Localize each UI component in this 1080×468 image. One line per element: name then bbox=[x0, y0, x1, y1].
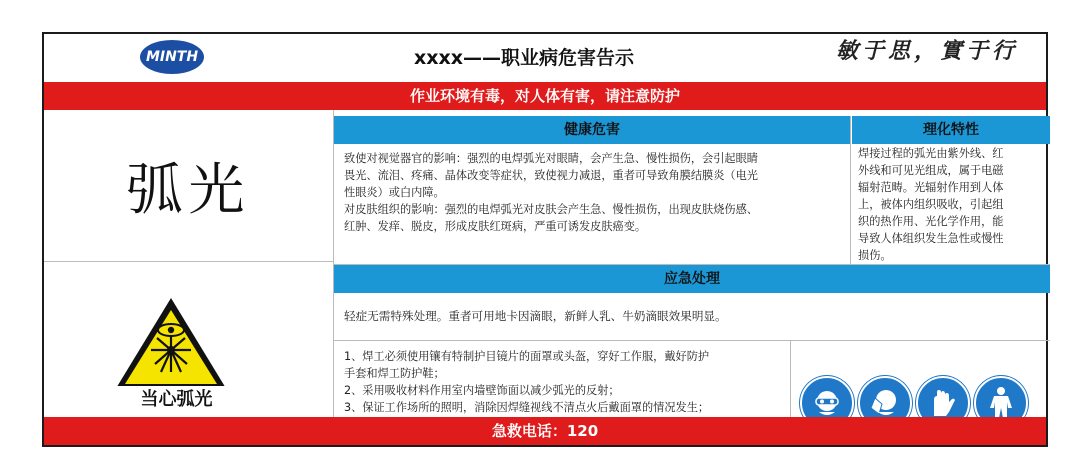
hazard-name: 弧光 bbox=[126, 157, 251, 223]
warning-triangle-arc-light-icon bbox=[111, 294, 231, 394]
company-logo: MINTH bbox=[140, 40, 204, 74]
physchem-line: 焊接过程的弧光由紫外线、红 bbox=[858, 147, 1004, 160]
protection-line: 3、保证工作场所的照明，消除因焊缝视线不清点火后戴面罩的情况发生； bbox=[344, 401, 710, 414]
health-hazard-heading: 健康危害 bbox=[334, 116, 850, 144]
emergency-heading: 应急处理 bbox=[334, 265, 1050, 293]
protection-line: 1、焊工必须使用镶有特制护目镜片的面罩或头盔，穿好工作服，戴好防护 bbox=[344, 350, 710, 363]
health-hazard-line: 对皮肤组织的影响：强烈的电焊弧光对皮肤会产生急、慢性损伤，出现皮肤烧伤感、 bbox=[344, 203, 758, 216]
section-divider bbox=[334, 340, 1050, 341]
page-title: xxxx——职业病危害告示 bbox=[413, 47, 635, 69]
health-hazard-text bbox=[344, 150, 842, 235]
physchem-text bbox=[858, 145, 1044, 264]
sign-label: 当心弧光 bbox=[94, 386, 259, 414]
health-hazard-line: 性眼炎）或白内障。 bbox=[344, 186, 445, 199]
health-hazard-line: 红肿、发痒、脱皮，形成皮肤红斑病，严重可诱发皮肤癌变。 bbox=[344, 220, 647, 233]
health-hazard-line: 畏光、流泪、疼痛、晶体改变等症状，致使视力减退，重者可导致角膜结膜炎（电光 bbox=[344, 169, 758, 182]
hazard-name-panel bbox=[44, 110, 334, 262]
physchem-line: 外线和可见光组成，属于电磁 bbox=[858, 164, 1004, 177]
warning-banner: 作业环境有毒，对人体有害，请注意防护 bbox=[44, 82, 1046, 110]
physchem-line: 损伤。 bbox=[858, 249, 892, 262]
column-divider bbox=[850, 116, 851, 264]
hazard-notice-board bbox=[42, 32, 1048, 447]
physchem-line: 织的热作用、光化学作用，能 bbox=[858, 215, 1004, 228]
emergency-text: 轻症无需特殊处理。重者可用地卡因滴眼，新鲜人乳、牛奶滴眼效果明显。 bbox=[344, 309, 727, 323]
emergency-phone-banner: 急救电话：120 bbox=[44, 417, 1046, 445]
health-hazard-line: 致使对视觉器官的影响：强烈的电焊弧光对眼睛，会产生急、慢性损伤，会引起眼睛 bbox=[344, 152, 758, 165]
physchem-line: 导致人体组织发生急性或慢性 bbox=[858, 232, 1004, 245]
warning-sign-panel bbox=[44, 262, 334, 421]
physchem-heading: 理化特性 bbox=[852, 116, 1050, 144]
protection-line: 2、采用吸收材料作用室内墙壁饰面以减少弧光的反射； bbox=[344, 384, 620, 397]
motto-calligraphy: 敏于思，實于行 bbox=[835, 38, 1018, 64]
column-divider bbox=[790, 340, 791, 420]
protection-line: 手套和焊工防护鞋； bbox=[344, 367, 445, 380]
header bbox=[44, 34, 1046, 82]
protection-text bbox=[344, 348, 794, 416]
physchem-line: 辐射范畴。光辐射作用到人体 bbox=[858, 181, 1004, 194]
physchem-line: 上，被体内组织吸收，引起组 bbox=[858, 198, 1004, 211]
